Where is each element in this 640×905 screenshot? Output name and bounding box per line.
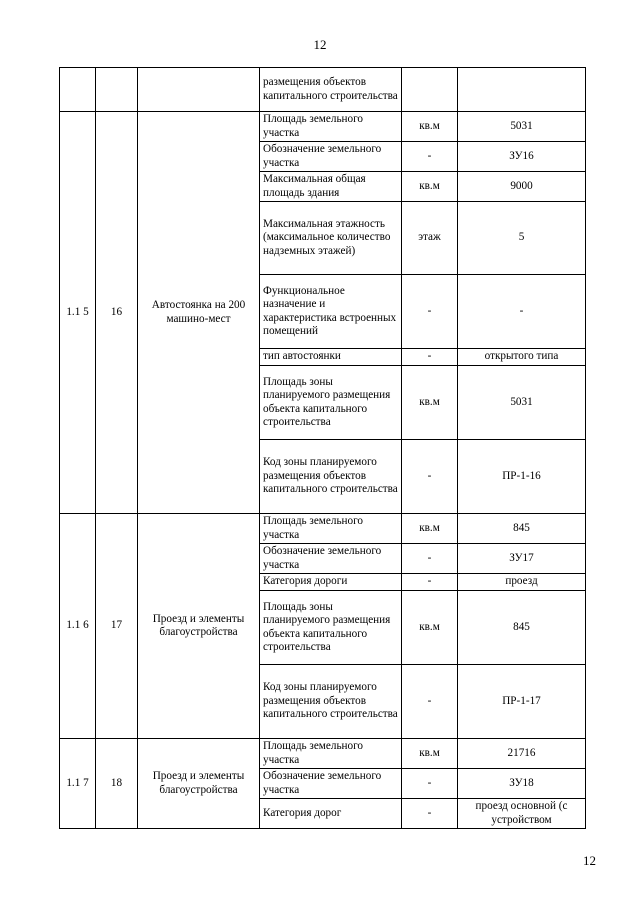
unit-cell: - — [402, 799, 458, 829]
page-number-top: 12 — [313, 37, 327, 52]
unit-cell: кв.м — [402, 739, 458, 769]
parameters-table — [59, 67, 586, 829]
value-cell: проезд — [458, 574, 586, 591]
value-cell: - — [458, 275, 586, 349]
table-body — [60, 68, 586, 829]
param-cell: Код зоны планируемого размещения объектов капитального строительства — [260, 665, 402, 739]
value-cell: 5 — [458, 202, 586, 275]
param-cell: Категория дороги — [260, 574, 402, 591]
unit-cell: - — [402, 665, 458, 739]
table-row — [60, 739, 586, 769]
value-cell: 21716 — [458, 739, 586, 769]
empty-cell — [138, 68, 260, 112]
param-cell: размещения объектов капитального строительства — [260, 68, 402, 112]
object-name-cell: Автостоянка на 200 машино-мест — [138, 112, 260, 514]
item-number-cell: 1.1 6 — [60, 514, 96, 739]
unit-cell: кв.м — [402, 112, 458, 142]
value-cell: ЗУ18 — [458, 769, 586, 799]
unit-cell: кв.м — [402, 514, 458, 544]
unit-cell — [402, 68, 458, 112]
param-cell: Площадь зоны планируемого размещения объекта капитального строительства — [260, 591, 402, 665]
value-cell: 5031 — [458, 112, 586, 142]
plot-number-cell: 17 — [96, 514, 138, 739]
unit-cell: - — [402, 440, 458, 514]
param-cell: Обозначение земельного участка — [260, 142, 402, 172]
value-cell — [458, 68, 586, 112]
object-name-cell: Проезд и элементы благоустройства — [138, 739, 260, 829]
param-cell: тип автостоянки — [260, 349, 402, 366]
unit-cell: - — [402, 769, 458, 799]
empty-cell — [60, 68, 96, 112]
param-cell: Функциональное назначение и характеристика встроенных помещений — [260, 275, 402, 349]
table-row — [60, 68, 586, 112]
unit-cell: - — [402, 349, 458, 366]
value-cell: 5031 — [458, 366, 586, 440]
unit-cell: кв.м — [402, 366, 458, 440]
page-number-bottom: 12 — [583, 853, 596, 868]
value-cell: проезд основной (с устройством — [458, 799, 586, 829]
unit-cell: кв.м — [402, 172, 458, 202]
item-number-cell: 1.1 5 — [60, 112, 96, 514]
param-cell: Максимальная общая площадь здания — [260, 172, 402, 202]
value-cell: открытого типа — [458, 349, 586, 366]
value-cell: ПР-1-17 — [458, 665, 586, 739]
table-row — [60, 514, 586, 544]
table-row — [60, 112, 586, 142]
param-cell: Площадь земельного участка — [260, 739, 402, 769]
value-cell: ПР-1-16 — [458, 440, 586, 514]
param-cell: Категория дорог — [260, 799, 402, 829]
unit-cell: - — [402, 142, 458, 172]
empty-cell — [96, 68, 138, 112]
param-cell: Обозначение земельного участка — [260, 769, 402, 799]
item-number-cell: 1.1 7 — [60, 739, 96, 829]
unit-cell: - — [402, 544, 458, 574]
param-cell: Площадь земельного участка — [260, 514, 402, 544]
object-name-cell: Проезд и элементы благоустройства — [138, 514, 260, 739]
value-cell: 845 — [458, 591, 586, 665]
param-cell: Площадь земельного участка — [260, 112, 402, 142]
unit-cell: - — [402, 574, 458, 591]
unit-cell: этаж — [402, 202, 458, 275]
value-cell: 845 — [458, 514, 586, 544]
unit-cell: кв.м — [402, 591, 458, 665]
value-cell: ЗУ16 — [458, 142, 586, 172]
param-cell: Обозначение земельного участка — [260, 544, 402, 574]
plot-number-cell: 16 — [96, 112, 138, 514]
unit-cell: - — [402, 275, 458, 349]
value-cell: 9000 — [458, 172, 586, 202]
param-cell: Максимальная этажность (максимальное количество надземных этажей) — [260, 202, 402, 275]
param-cell: Площадь зоны планируемого размещения объекта капитального строительства — [260, 366, 402, 440]
param-cell: Код зоны планируемого размещения объектов капитального строительства — [260, 440, 402, 514]
plot-number-cell: 18 — [96, 739, 138, 829]
value-cell: ЗУ17 — [458, 544, 586, 574]
